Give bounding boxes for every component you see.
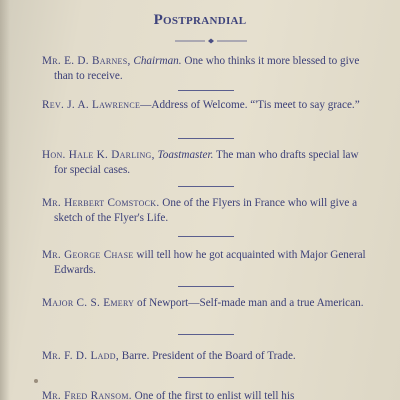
speaker-name: Mr. Fred Ransom. <box>42 390 132 400</box>
entry-divider <box>178 334 234 335</box>
page-title <box>0 12 400 29</box>
program-entry-comstock <box>42 196 372 225</box>
program-entry-darling <box>42 148 372 177</box>
program-entry-chase <box>42 248 372 277</box>
entry-divider <box>178 286 234 287</box>
program-entry-barnes <box>42 54 372 83</box>
speaker-description: —Address of Welcome. “'Tis meet to say grace.” <box>140 99 360 111</box>
entry-divider <box>178 377 234 378</box>
speaker-name: Mr. Herbert Comstock. <box>42 197 160 209</box>
speaker-name: Mr. E. D. Barnes, <box>42 55 131 67</box>
entry-divider <box>178 138 234 139</box>
speaker-role: Toastmaster. <box>157 149 214 161</box>
speaker-name: Hon. Hale K. Darling, <box>42 149 155 161</box>
speaker-name: Major C. S. Emery <box>42 297 135 309</box>
speaker-description: One of the first to enlist will tell his <box>134 390 295 400</box>
speaker-name: Mr. F. D. Ladd, <box>42 350 119 362</box>
speaker-description: of Newport—Self-made man and a true American. <box>137 297 364 309</box>
speaker-role: Chairman. <box>133 55 182 67</box>
speaker-description: The man who drafts special law for special cases. <box>54 149 359 176</box>
entry-divider <box>178 236 234 237</box>
speaker-description: will tell how he got acquainted with Major General Edwards. <box>54 249 366 276</box>
program-entry-emery <box>42 296 372 311</box>
program-entry-ransom <box>42 389 372 400</box>
speaker-name: Mr. George Chase <box>42 249 134 261</box>
page-title-text: Postprandial <box>153 12 247 28</box>
ink-spot <box>34 379 38 383</box>
speaker-name: Rev. J. A. Lawrence <box>42 99 141 111</box>
program-entry-ladd <box>42 349 372 364</box>
entry-divider <box>178 186 234 187</box>
title-ornament <box>175 38 247 44</box>
speaker-description: Barre. President of the Board of Trade. <box>121 350 296 362</box>
speaker-description: One of the Flyers in France who will give a sketch of the Flyer's Life. <box>54 197 358 224</box>
program-entry-lawrence <box>42 98 372 113</box>
page-fold-shadow <box>0 0 10 400</box>
speaker-description: One who thinks it more blessed to give than to receive. <box>54 55 360 82</box>
entry-divider <box>178 90 234 91</box>
